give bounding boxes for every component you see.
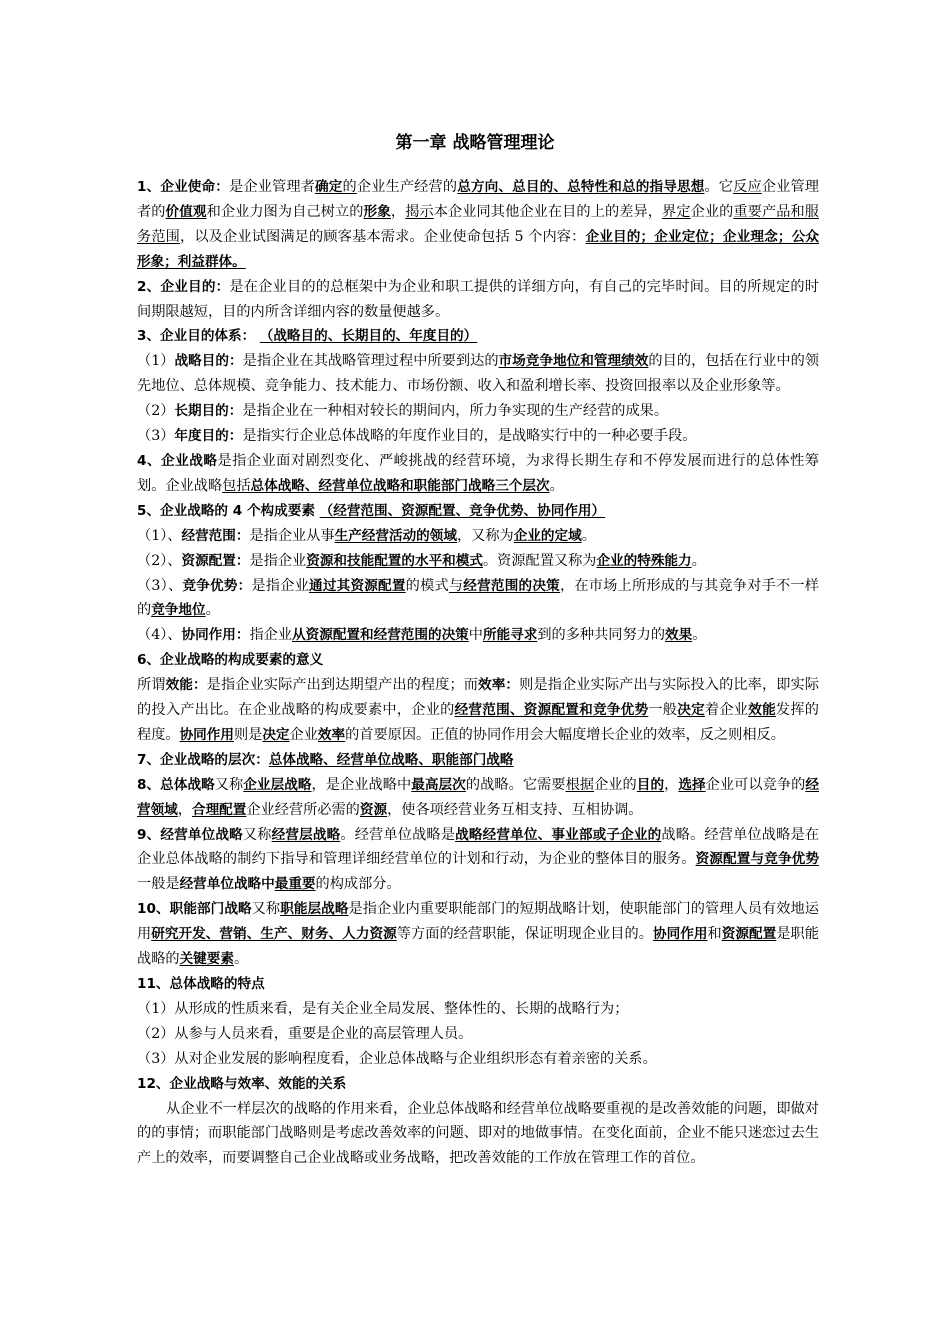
text-run: 。 [691, 552, 706, 569]
bold-text-run: 战略目的： [174, 353, 243, 370]
bold-text-run: 资源配置： [181, 552, 250, 569]
bold-text-run: 协同作用： [181, 627, 250, 644]
bold-text-run: 11、总体战略的特点 [137, 976, 265, 992]
text-run: 着企业 [704, 702, 749, 719]
bold-text-run: 企业的定域 [513, 527, 582, 544]
bold-text-run: 最重要 [274, 876, 316, 893]
paragraph [137, 175, 819, 275]
text-run: ， [177, 801, 192, 818]
text-run: （2）、 [137, 552, 182, 569]
bold-text-run: 8、总体战略 [137, 776, 215, 793]
bold-text-run: 效能： [165, 677, 207, 694]
text-run: 企业 [289, 726, 318, 743]
bold-text-run: 最高层次 [411, 776, 466, 793]
text-run: 界定 [662, 203, 691, 220]
paragraph [137, 773, 819, 823]
text-run: （3）、 [137, 577, 183, 594]
bold-text-run: 效能 [748, 702, 776, 719]
bold-text-run: 效率 [317, 726, 346, 743]
text-run: 企业经营所必需的 [246, 801, 360, 818]
paragraph [137, 399, 819, 424]
bold-text-run: 通过其资源配置 [309, 577, 406, 594]
text-run: 。 [692, 627, 707, 644]
text-run: （4）、 [137, 627, 182, 644]
bold-text-run: 研究开发、营销、生产、财务、人力资源 [151, 926, 397, 943]
bold-text-run: 经营层战略 [271, 826, 341, 843]
text-run: ， [664, 776, 679, 793]
text-run: 揭示 [405, 203, 434, 220]
text-run: 的首要原因。正值的协同作用会大幅度增长企业的效率，反之则相反。 [345, 726, 785, 743]
bold-text-run: 2、企业目的： [137, 278, 230, 295]
bold-text-run: 经营范围、资源配置和竞争优势 [454, 702, 649, 719]
text-run: 是指企业在一种相对较长的期间内，所力争实现的生产经营的成果。 [242, 403, 669, 420]
text-run: 。资源配置又称为 [482, 552, 597, 569]
text-run: 企业可以竞争的 [705, 776, 806, 793]
bold-text-run: 7、企业战略的层次： [137, 751, 269, 768]
bold-text-run: 9、经营单位战略 [137, 826, 243, 843]
bold-text-run: 经营单位战略中 [179, 876, 275, 893]
text-run: （1）、 [137, 527, 182, 544]
text-run: 。 [549, 477, 564, 494]
bold-text-run: 资源配置 [721, 926, 777, 943]
bold-text-run: 竞争优势： [182, 577, 252, 594]
text-run: 是指企业 [249, 552, 307, 569]
text-run: 。 [581, 527, 596, 544]
text-run: 是指企业面对剧烈变化、严峻挑战的经营环境，为求得长期生存和不停发展而进行的总体性筹划。企业战略 [137, 452, 819, 494]
bold-text-run: 形象 [363, 203, 391, 220]
bold-text-run: 合理配置 [191, 801, 247, 818]
bold-text-run: 生产经营活动的领域 [334, 527, 457, 544]
paragraph [137, 424, 819, 449]
bold-text-run: 长期目的： [174, 403, 243, 420]
bold-text-run: 价值观 [165, 203, 207, 220]
text-run: ， [390, 203, 406, 220]
bold-text-run: 企业层战略 [243, 776, 312, 793]
bold-text-run: 资源配置与竞争优势 [695, 851, 819, 868]
bold-text-run: 年度目的： [174, 428, 243, 445]
bold-text-run: 决定 [677, 702, 705, 719]
paragraph [137, 449, 819, 499]
bold-text-run: 1、企业使命： [137, 179, 230, 195]
text-run: 则是 [233, 726, 263, 743]
text-run: 是指实行企业总体战略的年度作业目的，是战略实行中的一种必要手段。 [242, 428, 697, 445]
paragraph [137, 324, 819, 349]
text-run: 的构成部分。 [315, 876, 401, 893]
bold-text-run: 5、企业战略的 4 个构成要素 [137, 502, 320, 519]
text-run: 。 [233, 951, 249, 968]
paragraph [137, 1097, 819, 1172]
text-run: 到的多种共同努力的 [537, 627, 666, 644]
paragraph [137, 499, 819, 524]
text-run: ，又称为 [456, 527, 514, 544]
paragraph [137, 549, 819, 574]
bold-text-run: 协同作用 [179, 726, 234, 743]
bold-text-run: （战略目的、长期目的、年度目的） [259, 328, 478, 345]
text-run: 中 [468, 627, 483, 644]
text-run: ，使各项经营业务互相支持、互相协调。 [387, 801, 643, 818]
bold-text-run: 竞争地位 [151, 602, 206, 619]
text-run: 是指企业从事 [249, 527, 335, 544]
text-run: 企业的 [594, 776, 637, 793]
bold-text-run: 12、企业战略与效率、效能的关系 [137, 1075, 347, 1092]
bold-text-run: 所能寻求 [482, 627, 538, 644]
text-run: 是指企业内重要职能部门的短期战略计划，使职能部门的管理人员有效地运用 [137, 901, 819, 943]
text-run: 与 [448, 577, 464, 594]
paragraph [137, 748, 819, 773]
text-run: ，是企业战略中 [311, 776, 412, 793]
bold-text-run: 市场竞争地位和管理绩效 [498, 353, 649, 370]
paragraph [137, 648, 819, 673]
text-run: 。它 [704, 179, 734, 195]
bold-text-run: 3、企业目的体系： [137, 328, 256, 345]
bold-text-run: 资源 [359, 801, 388, 818]
text-run: （2） [137, 403, 175, 420]
bold-text-run: 职能层战略 [280, 901, 349, 918]
document-body [137, 175, 819, 1171]
text-run: （1）从形成的性质来看，是有关企业全局发展、整体性的、长期的战略行为； [137, 1000, 629, 1017]
text-run: 的战略。它需要 [465, 776, 566, 793]
text-run: 是指企业实际产出到达期望产出的程度；而 [206, 677, 479, 694]
text-run: （3）从对企业发展的影响程度看，企业总体战略与企业组织形态有着亲密的关系。 [137, 1050, 657, 1067]
text-run: 指企业 [249, 627, 293, 644]
paragraph [137, 574, 819, 624]
text-run: 的 [342, 179, 357, 195]
bold-text-run: 企业目的；企业定位；企业理念；公众形象；利益群体。 [137, 228, 819, 270]
paragraph [137, 275, 819, 325]
text-run: ，在市场上所形成的与其竞争对手不一样的 [137, 577, 819, 619]
text-run: 的模式 [405, 577, 449, 594]
bold-text-run: 目的 [636, 776, 665, 793]
bold-text-run: 总体战略、经营单位战略和职能部门战略三个层次 [250, 477, 550, 494]
text-run: 又称 [214, 776, 244, 793]
bold-text-run: 选择 [678, 776, 706, 793]
text-run: 企业的 [690, 203, 734, 220]
bold-text-run: 10、职能部门战略 [137, 901, 252, 918]
bold-text-run: 经营领域 [137, 776, 819, 818]
bold-text-run: 效率： [478, 677, 520, 694]
bold-text-run: 效果 [665, 627, 693, 644]
bold-text-run: 从资源配置和经营范围的决策 [292, 627, 469, 644]
text-run: 从企业不一样层次的战略的作用来看，企业总体战略和经营单位战略要重视的是改善效能的问题，即做对的的事情；而职能部门战略则是考虑改善效率的问题、即对的地做事情。在变化面前，企业不能只迷恋过去生产上的效率，而要调整自己企业战略或业务战略，把改善效能的工作放在管理工作的首位。 [137, 1100, 819, 1167]
paragraph [137, 997, 819, 1022]
bold-text-run: 资源和技能配置的水平和模式 [306, 552, 483, 569]
paragraph [137, 673, 819, 748]
text-run: 战略。经营单位战略是在企业总体战略的制约下指导和管理详细经营单位的计划和行动，为企业的整体目的服务。 [137, 826, 820, 868]
text-run: 。 [205, 602, 220, 619]
text-run: （3） [137, 428, 175, 445]
text-run: 企业生产经营的 [356, 179, 458, 195]
bold-text-run: 4、企业战略 [137, 452, 218, 469]
paragraph [137, 823, 819, 898]
text-run: 和 [707, 926, 722, 943]
text-run: ，以及企业试图满足的顾客基本需求。企业使命包括 5 个内容： [180, 228, 586, 245]
text-run: 是指企业在其战略管理过程中所要到达的 [242, 353, 499, 370]
bold-text-run: 总方向、总目的、总特性和总的指导思想 [457, 179, 705, 195]
bold-text-run: 战略经营单位、事业部或子企业的 [455, 826, 662, 843]
text-run: 是指企业 [251, 577, 310, 594]
text-run: 。经营单位战略是 [340, 826, 456, 843]
text-run: 是在企业目的的总框架中为企业和职工提供的详细方向，有自己的完毕时间。目的所规定的时间期限越短，目的内所含详细内容的数量便越多。 [137, 278, 819, 320]
paragraph [137, 1022, 819, 1047]
text-run: 本企业同其他企业在目的上的差异， [433, 203, 663, 220]
chapter-title: 第一章 战略管理理论 [395, 133, 555, 153]
text-run: 反应 [733, 179, 762, 195]
bold-text-run: 总体战略、经营单位战略、职能部门战略 [268, 751, 514, 768]
text-run: 一般是 [137, 876, 180, 893]
text-run: 等方面的经营职能，保证明现企业目的。 [396, 926, 653, 943]
paragraph [137, 524, 819, 549]
bold-text-run: 确定 [315, 179, 343, 195]
text-run: 一般 [648, 702, 678, 719]
bold-text-run: 6、企业战略的构成要素的意义 [137, 652, 324, 669]
bold-text-run: 决定 [262, 726, 290, 743]
bold-text-run: 经营范围的决策 [463, 577, 560, 594]
paragraph [137, 972, 819, 997]
bold-text-run: （经营范围、资源配置、竞争优势、协同作用） [319, 502, 606, 519]
text-run: （2）从参与人员来看，重要是企业的高层管理人员。 [137, 1025, 473, 1042]
text-run: 则是指企业实际产出与实际投入的比率，即实际的投入产出比。在企业战略的构成要素中，企业的 [137, 677, 819, 719]
text-run: 是企业管理者 [229, 179, 316, 195]
text-run: 根据 [565, 776, 595, 793]
bold-text-run: 关键要素 [179, 951, 234, 968]
text-run: 所谓 [137, 677, 166, 694]
paragraph [137, 349, 819, 399]
text-run: 的目的，包括在行业中的领先地位、总体规模、竞争能力、技术能力、市场份额、收入和盈利增长率、投资回报率以及企业形象等。 [137, 353, 820, 395]
text-run: 又称 [242, 826, 272, 843]
text-run: 重要产品和服务范围 [137, 203, 819, 245]
bold-text-run: 企业的特殊能力 [596, 552, 692, 569]
text-run: 包括 [222, 477, 251, 494]
bold-text-run: 经营范围： [181, 527, 250, 544]
text-run: 又称 [251, 901, 281, 918]
bold-text-run: 协同作用 [652, 926, 708, 943]
text-run: 和企业力图为自己树立的 [206, 203, 364, 220]
text-run: 发挥的程度。 [137, 702, 819, 743]
text-run: （1） [137, 353, 175, 370]
text-run: 是职能战略的 [137, 926, 819, 968]
paragraph [137, 1047, 819, 1072]
paragraph [137, 897, 819, 972]
paragraph [137, 1072, 819, 1097]
paragraph [137, 623, 819, 648]
text-run: 企业管理者的 [137, 179, 819, 220]
